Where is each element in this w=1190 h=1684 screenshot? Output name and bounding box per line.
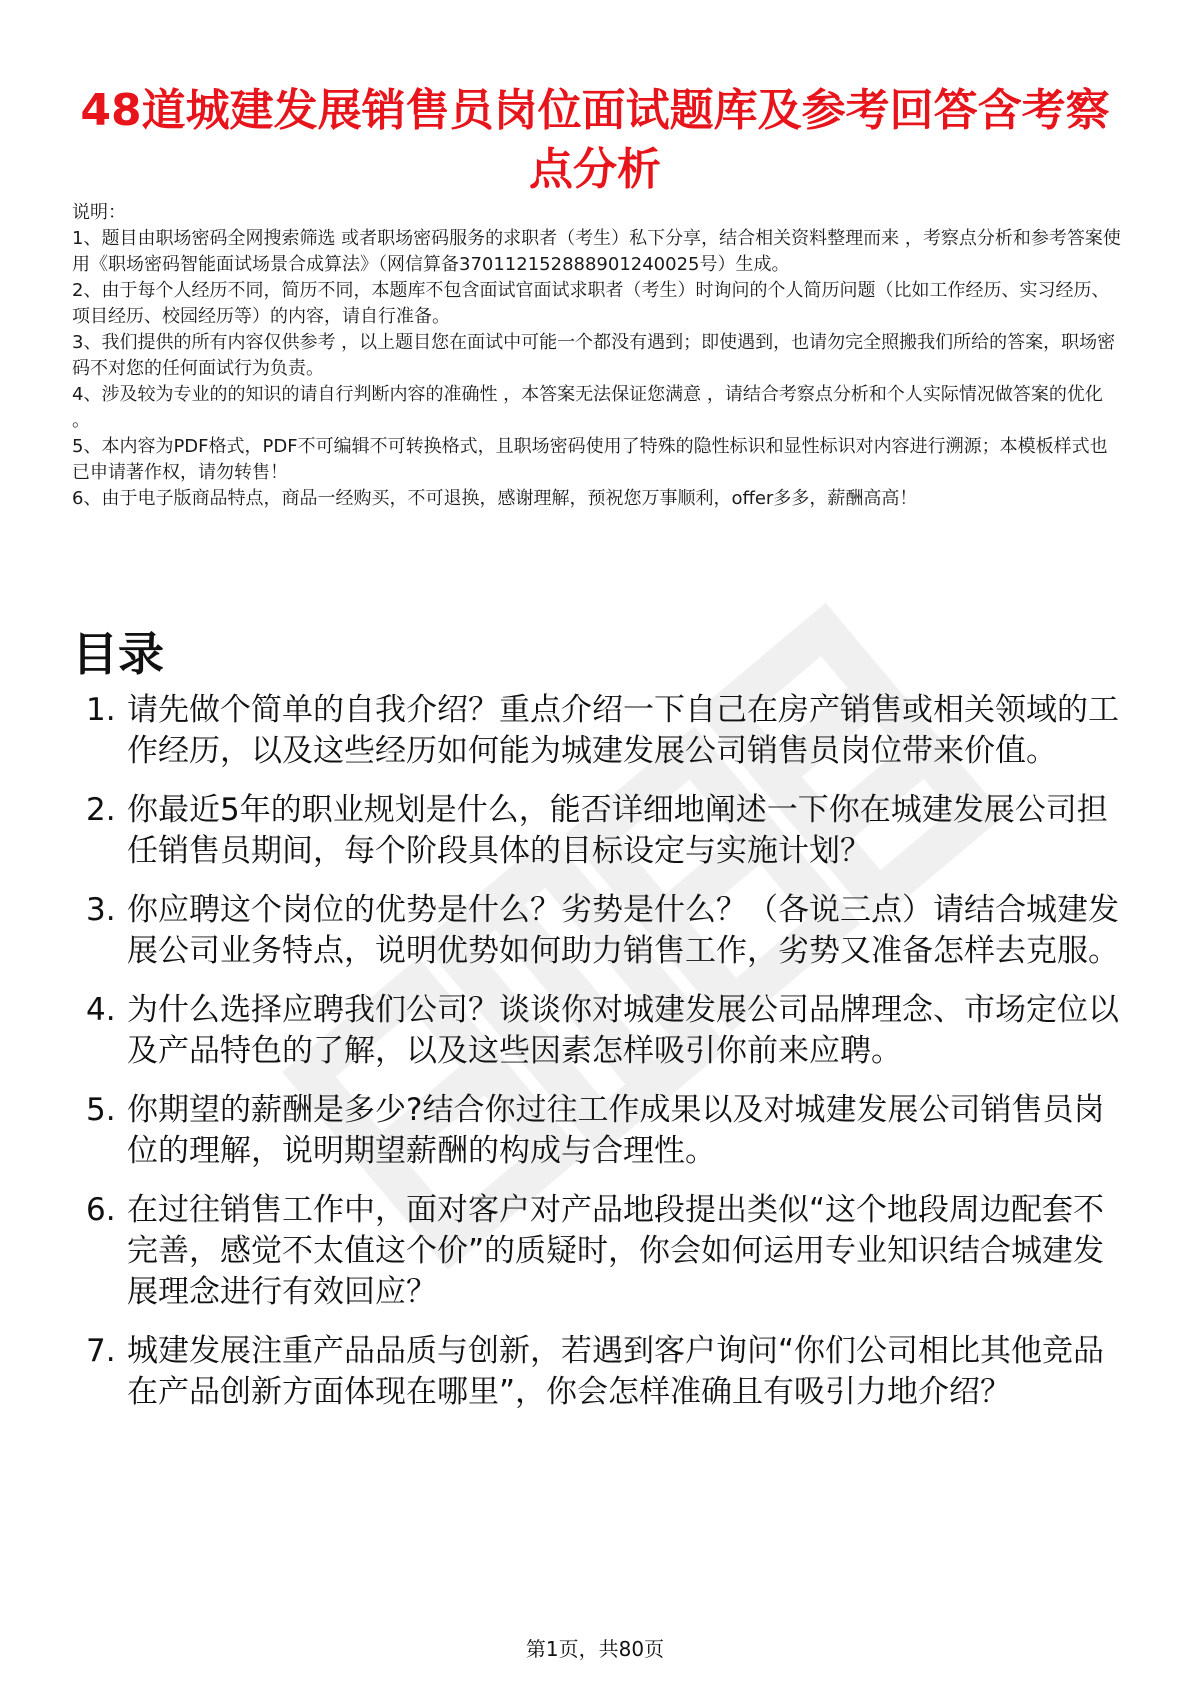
toc-heading: 目录 xyxy=(72,627,164,682)
toc-item-number: 1. xyxy=(86,692,116,728)
note-item: 4、涉及较为专业的的知识的请自行判断内容的准确性 ，本答案无法保证您满意 ，请结合考察点分析和个人实际情况做答案的优化 。 xyxy=(72,384,1103,431)
toc-item-text: 你应聘这个岗位的优势是什么？劣势是什么？（各说三点）请结合城建发展公司业务特点，说明优势如何助力销售工作，劣势又准备怎样去克服。 xyxy=(127,892,1119,969)
toc-item[interactable] xyxy=(72,990,1132,1072)
toc-item[interactable] xyxy=(72,790,1132,872)
toc-item-number: 7. xyxy=(86,1333,116,1369)
toc-list xyxy=(72,690,1132,1431)
note-item: 1、题目由职场密码全网搜索筛选 或者职场密码服务的求职者（考生）私下分享，结合相关资料整理而来 ，考察点分析和参考答案使用《职场密码智能面试场景合成算法》（网信算备370112152888901240025号）生成。 xyxy=(72,228,1121,275)
toc-item-number: 3. xyxy=(86,892,116,928)
toc-item[interactable] xyxy=(72,1090,1132,1172)
toc-item-number: 6. xyxy=(86,1192,116,1228)
toc-item-number: 5. xyxy=(86,1092,116,1128)
toc-item[interactable] xyxy=(72,1331,1132,1413)
toc-item[interactable] xyxy=(72,890,1132,972)
toc-item-text: 城建发展注重产品品质与创新，若遇到客户询问“你们公司相比其他竞品在产品创新方面体现在哪里”，你会怎样准确且有吸引力地介绍？ xyxy=(127,1333,1105,1410)
note-item: 5、本内容为PDF格式，PDF不可编辑不可转换格式，且职场密码使用了特殊的隐性标识和显性标识对内容进行溯源；本模板样式也已申请著作权，请勿转售！ xyxy=(72,436,1108,483)
toc-item-text: 在过往销售工作中，面对客户对产品地段提出类似“这个地段周边配套不完善，感觉不太值这个价”的质疑时，你会如何运用专业知识结合城建发展理念进行有效回应？ xyxy=(127,1192,1105,1310)
toc-item[interactable] xyxy=(72,690,1132,772)
notes-heading: 说明： xyxy=(72,202,126,223)
note-item: 6、由于电子版商品特点，商品一经购买，不可退换，感谢理解，预祝您万事顺利，offer多多，薪酬高高！ xyxy=(72,488,918,509)
toc-item[interactable] xyxy=(72,1190,1132,1313)
toc-item-text: 请先做个简单的自我介绍？重点介绍一下自己在房产销售或相关领域的工作经历，以及这些经历如何能为城建发展公司销售员岗位带来价值。 xyxy=(127,692,1119,769)
note-item: 2、由于每个人经历不同，简历不同，本题库不包含面试官面试求职者（考生）时询问的个人简历问题（比如工作经历、实习经历、项目经历、校园经历等）的内容，请自行准备。 xyxy=(72,280,1110,327)
notes-section xyxy=(72,200,1122,512)
page-footer: 第1页，共80页 xyxy=(525,1637,665,1661)
note-item: 3、我们提供的所有内容仅供参考 ，以上题目您在面试中可能一个都没有遇到；即使遇到，也请勿完全照搬我们所给的答案，职场密码不对您的任何面试行为负责。 xyxy=(72,332,1116,379)
toc-item-number: 4. xyxy=(86,992,116,1028)
toc-item-number: 2. xyxy=(86,792,116,828)
toc-item-text: 为什么选择应聘我们公司？谈谈你对城建发展公司品牌理念、市场定位以及产品特色的了解，以及这些因素怎样吸引你前来应聘。 xyxy=(127,992,1119,1069)
toc-item-text: 你最近5年的职业规划是什么，能否详细地阐述一下你在城建发展公司担任销售员期间，每个阶段具体的目标设定与实施计划？ xyxy=(127,792,1108,869)
document-title: 48道城建发展销售员岗位面试题库及参考回答含考察点分析 xyxy=(80,85,1110,196)
toc-item-text: 你期望的薪酬是多少?结合你过往工作成果以及对城建发展公司销售员岗位的理解，说明期望薪酬的构成与合理性。 xyxy=(127,1092,1105,1169)
